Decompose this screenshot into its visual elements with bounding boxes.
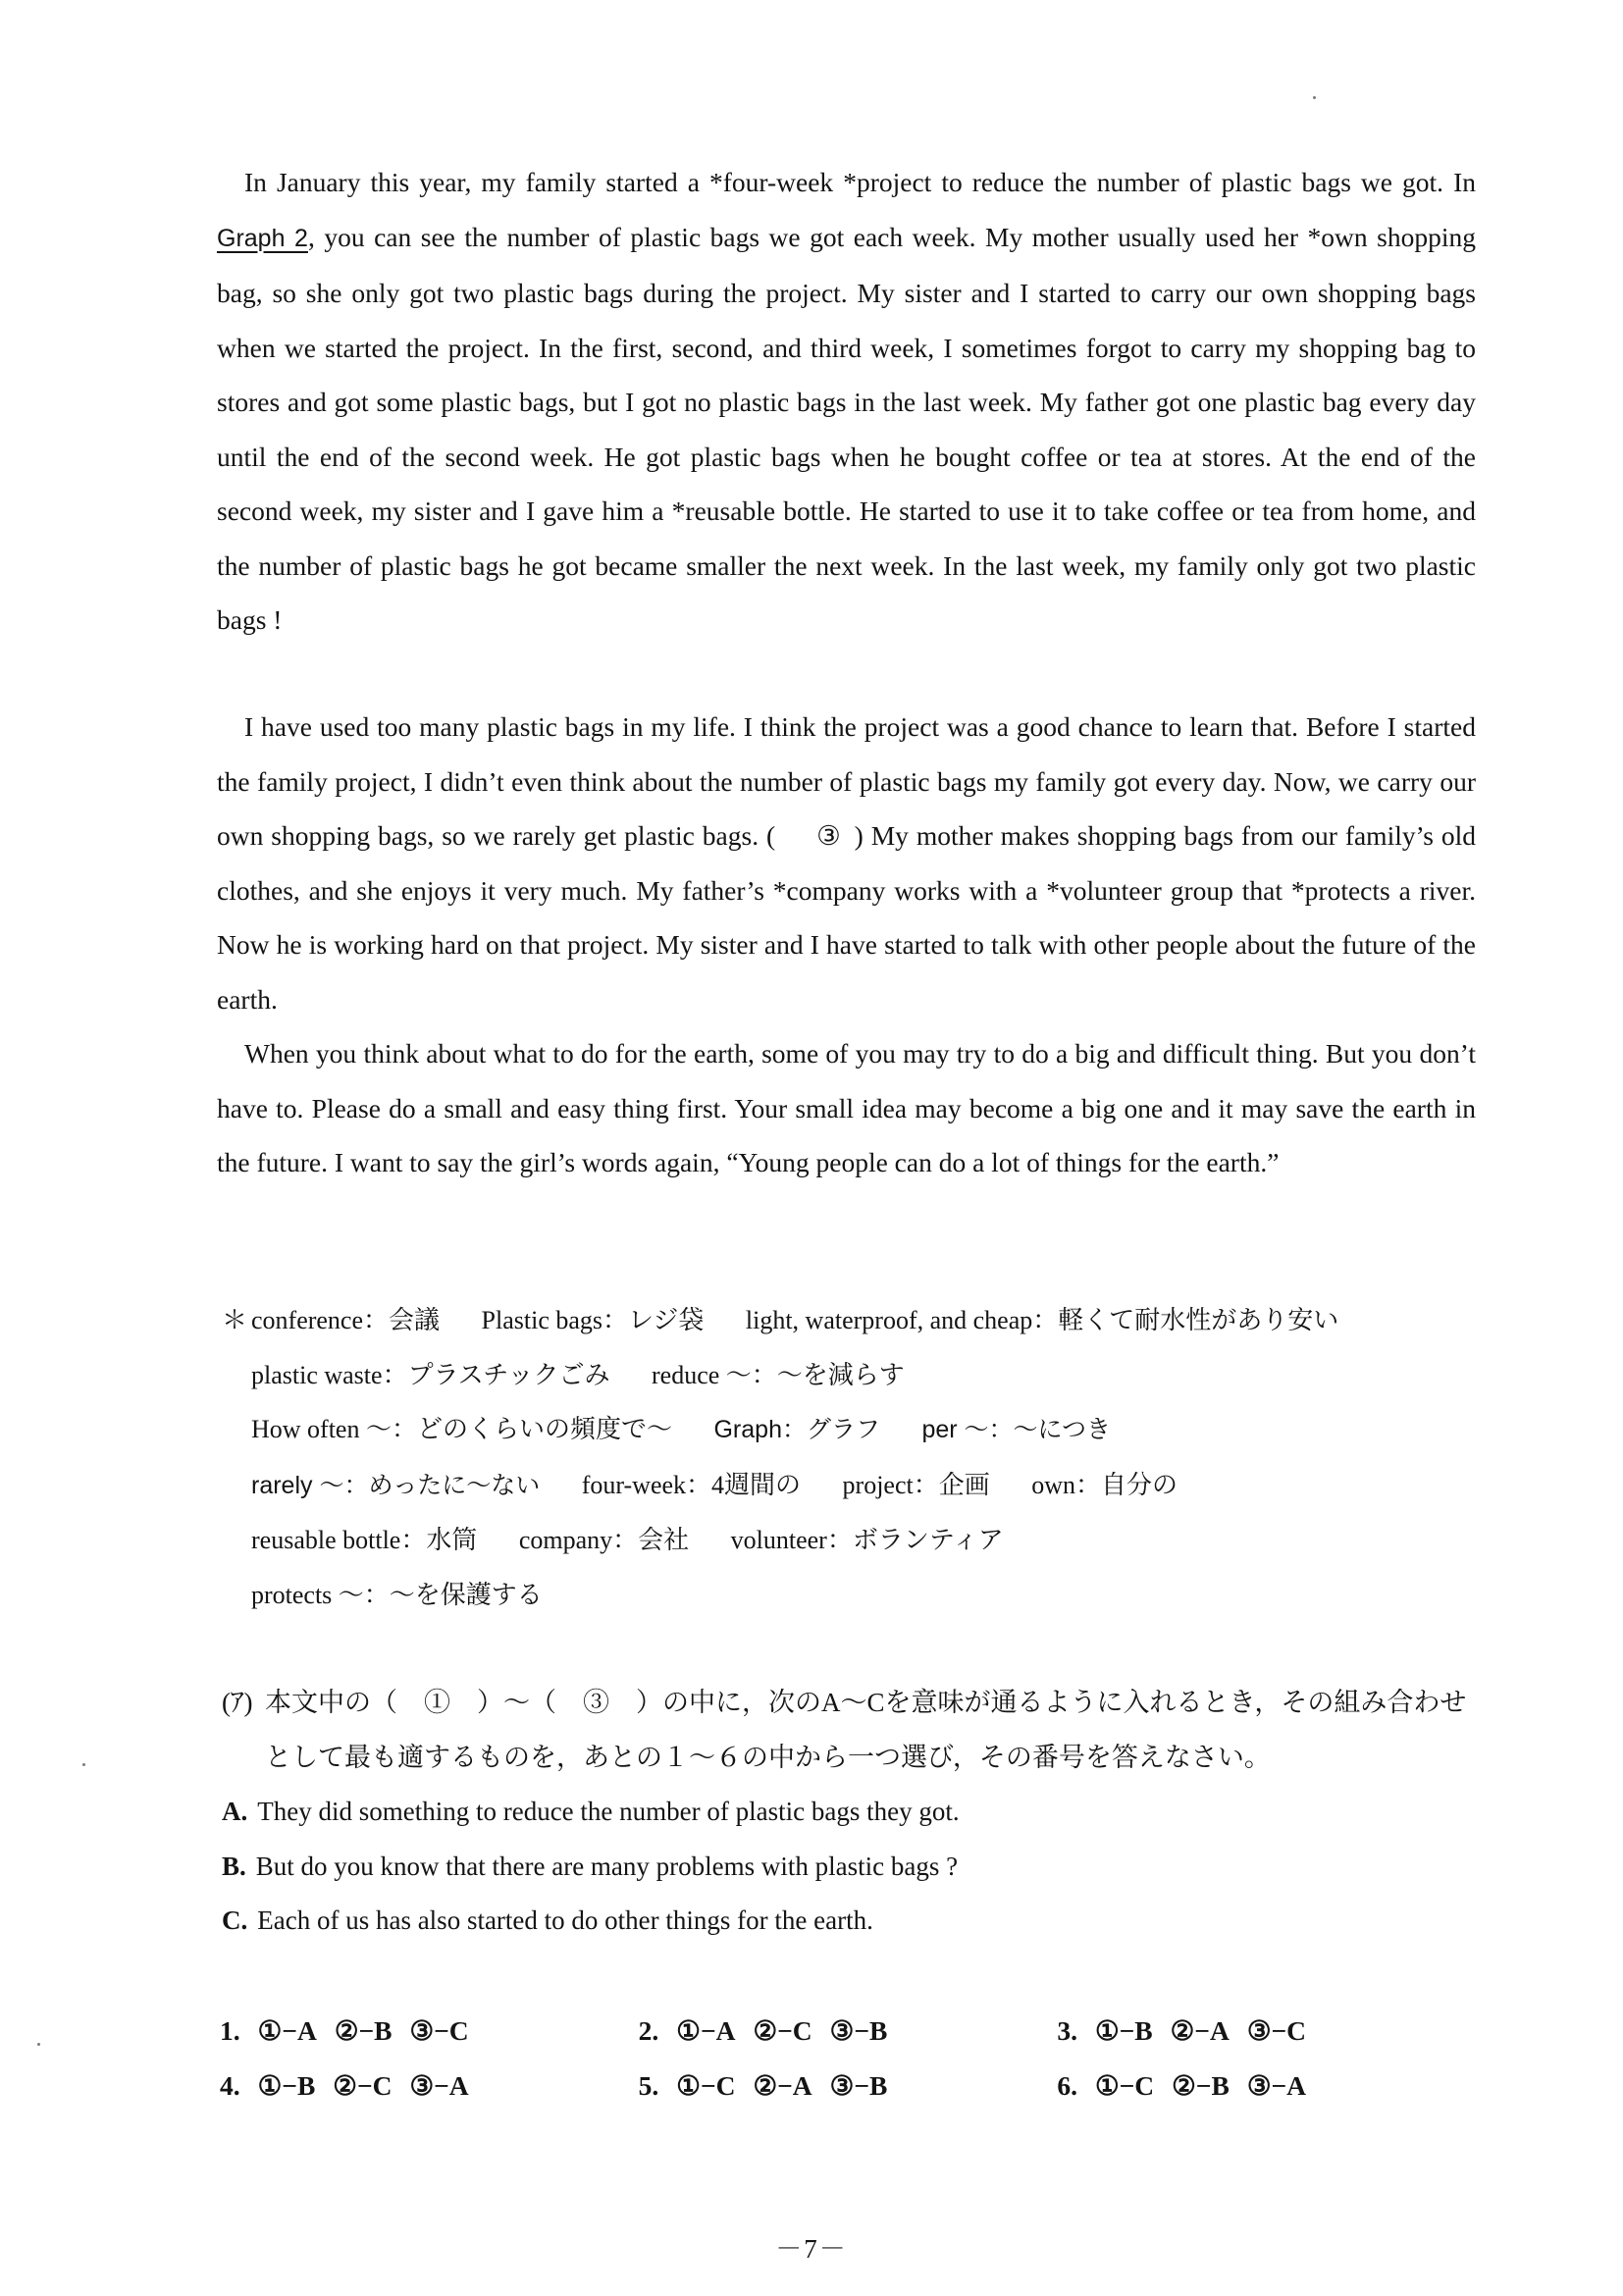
answer-pair: ②−A <box>1170 2015 1230 2046</box>
glossary-line-5 <box>222 1513 1497 1568</box>
answer-choice-5 <box>639 2059 1058 2113</box>
answer-pair: ①−B <box>257 2070 316 2101</box>
answer-number: 2. <box>638 2015 659 2046</box>
glossary-entry: Plastic bags：レジ袋 <box>481 1306 705 1334</box>
glossary-entry: volunteer：ボランティア <box>730 1526 1004 1554</box>
glossary-entry: own：自分の <box>1031 1470 1178 1499</box>
question-block <box>222 1676 1478 1949</box>
answer-choice-6 <box>1057 2059 1476 2113</box>
answer-pair: ③−B <box>829 2015 888 2046</box>
answer-pair: ②−A <box>753 2070 812 2101</box>
answer-choice-1 <box>220 2004 639 2059</box>
option-a <box>222 1785 1478 1840</box>
answer-pair: ①−C <box>676 2070 736 2101</box>
scan-speck <box>37 2043 40 2046</box>
option-b <box>222 1840 1478 1895</box>
scan-speck <box>1313 96 1316 99</box>
answer-row-1 <box>220 2004 1476 2059</box>
option-text: They did something to reduce the number of plastic bags they got. <box>257 1797 960 1826</box>
option-text: But do you know that there are many problems with plastic bags ? <box>255 1851 959 1881</box>
question-instruction: 本文中の（ ① ）～（ ③ ）の中に，次のA～Cを意味が通るように入れるとき，その組み合わせとして最も適するものを，あとの１～６の中から一つ選び，その番号を答えなさい。 <box>265 1688 1467 1772</box>
glossary-entry: reusable bottle：水筒 <box>251 1526 478 1554</box>
glossary-entry: conference：会議 <box>251 1306 441 1334</box>
answer-choices <box>220 2004 1476 2113</box>
glossary-line-4 <box>222 1458 1497 1514</box>
glossary-entry: per ～：～につき <box>921 1416 1112 1443</box>
option-letter: C. <box>222 1905 248 1935</box>
answer-pair: ②−B <box>334 2015 393 2046</box>
glossary-entry: four-week：4週間の <box>581 1470 802 1499</box>
answer-pair: ③−C <box>1246 2015 1307 2046</box>
page-number: －7－ <box>775 2234 848 2264</box>
glossary-entry: rarely ～：めったに～ない <box>251 1471 541 1499</box>
blank-3-marker: ③ <box>816 820 841 851</box>
answer-pair: ②−C <box>333 2070 393 2101</box>
paragraph-2-text-a: I have used too many plastic bags in my life. I think the project was a good chance to learn that. Before I started the family project, I didn’t even think about the number of plastic bags my family got every day. Now, we carry our own shopping bags, so we rarely get plastic bags. ( <box>217 711 1476 851</box>
answer-number: 1. <box>220 2015 240 2046</box>
answer-number: 3. <box>1057 2015 1077 2046</box>
glossary-line-2 <box>222 1348 1497 1403</box>
question-number: (ｱ) <box>222 1688 253 1717</box>
answer-pair: ②−C <box>753 2015 812 2046</box>
answer-choice-4 <box>220 2059 639 2113</box>
answer-pair: ③−B <box>829 2070 888 2101</box>
glossary-line-3 <box>222 1402 1497 1458</box>
glossary-entry: reduce ～：～を減らす <box>652 1360 905 1389</box>
glossary <box>222 1293 1497 1622</box>
glossary-entry: plastic waste：プラスチックごみ <box>251 1360 610 1389</box>
answer-pair: ①−C <box>1094 2070 1155 2101</box>
graph-2-reference: Graph 2 <box>217 224 308 252</box>
glossary-entry: protects ～：～を保護する <box>251 1580 543 1609</box>
answer-row-2 <box>220 2059 1476 2113</box>
answer-pair: ②−B <box>1172 2070 1230 2101</box>
option-letter: A. <box>222 1797 248 1826</box>
answer-pair: ③−A <box>1246 2070 1307 2101</box>
glossary-entry: project：企画 <box>842 1470 990 1499</box>
paragraph-1-text-a: In January this year, my family started a *four-week *project to reduce the number of plastic bags we got. In <box>244 167 1476 197</box>
glossary-line-6 <box>222 1568 1497 1623</box>
answer-pair: ①−A <box>676 2015 736 2046</box>
answer-pair: ①−A <box>257 2015 317 2046</box>
glossary-entry: How often ～：どのくらいの頻度で～ <box>251 1415 672 1443</box>
passage-paragraph-1 <box>217 155 1476 648</box>
passage-paragraph-3: When you think about what to do for the earth, some of you may try to do a big and difficult thing. But you don’t have to. Please do a small and easy thing first. Your small idea may become a big one and it may save the earth in the future. I want to say the girl’s words again, “Young people can do a lot of things for the earth.” <box>217 1038 1476 1177</box>
paragraph-1-text-b: , you can see the number of plastic bags we got each week. My mother usually used her *own shopping bag, so she only got two plastic bags during the project. My sister and I started to carry our own shopping bags when we started the project. In the first, second, and third week, I sometimes forgot to carry my shopping bag to stores and got some plastic bags, but I got no plastic bags in the last week. My father got one plastic bag every day until the end of the second week. He got plastic bags when he bought coffee or tea at stores. At the end of the second week, my sister and I gave him a *reusable bottle. He started to use it to take coffee or tea from home, and the number of plastic bags he got became smaller the next week. In the last week, my family only got two plastic bags ! <box>217 221 1477 635</box>
answer-pair: ③−C <box>409 2015 469 2046</box>
glossary-entry: company：会社 <box>518 1526 690 1554</box>
scan-speck <box>82 1763 85 1766</box>
glossary-line-1 <box>222 1293 1497 1348</box>
passage-paragraph-2 <box>217 700 1476 1026</box>
answer-pair: ③−A <box>409 2070 469 2101</box>
answer-choice-2 <box>639 2004 1058 2059</box>
glossary-entry: light, waterproof, and cheap：軽くて耐水性があり安い <box>745 1306 1339 1334</box>
option-c <box>222 1894 1478 1949</box>
answer-pair: ①−B <box>1094 2015 1153 2046</box>
answer-number: 4. <box>220 2070 240 2101</box>
glossary-entry: Graph：グラフ <box>713 1416 880 1443</box>
option-text: Each of us has also started to do other things for the earth. <box>257 1905 873 1935</box>
answer-number: 6. <box>1057 2070 1077 2101</box>
answer-choice-3 <box>1057 2004 1476 2059</box>
answer-number: 5. <box>638 2070 659 2101</box>
paragraph-2-text-b: ) My mother makes shopping bags from our family’s old clothes, and she enjoys it very much. My father’s *company works with a *volunteer group that *protects a river. Now he is working hard on that project. My sister and I have started to talk with other people about the future of the earth. <box>217 820 1476 1015</box>
option-letter: B. <box>222 1851 246 1881</box>
asterisk-mark: ＊ <box>222 1306 248 1334</box>
question-header <box>222 1676 1478 1785</box>
